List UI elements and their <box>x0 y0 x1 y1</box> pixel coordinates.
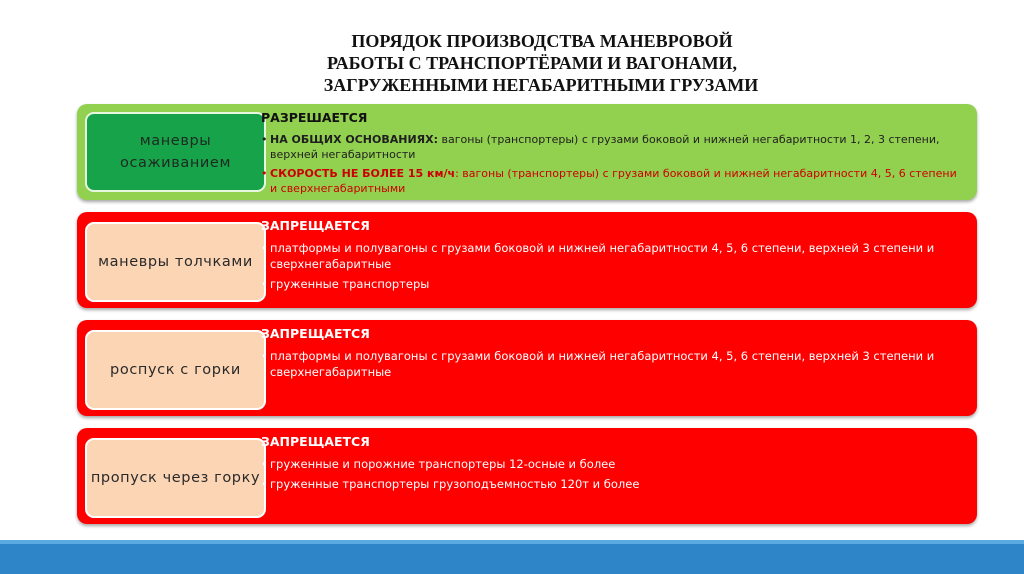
list-item <box>261 166 967 196</box>
list-item-body: : вагоны (транспортеры) с грузами боковой и нижней негабаритности 4, 5, 6 степени и сверхнегабаритными <box>270 167 957 195</box>
list-item-text <box>270 166 967 196</box>
bullet: • <box>261 457 268 471</box>
list-item-text: платформы и полувагоны с грузами боковой и нижней негабаритности 4, 5, 6 степени, верхней 3 степени и сверхнегабаритные <box>270 241 935 271</box>
card-hump-release <box>77 320 977 416</box>
card-heading: ЗАПРЕЩАЕТСЯ <box>261 326 370 341</box>
bullet: • <box>261 477 268 491</box>
list-item <box>261 476 967 492</box>
list-item-text <box>270 132 967 162</box>
card-label-box <box>85 222 266 302</box>
card-content <box>261 326 967 384</box>
bullet: • <box>261 167 268 180</box>
card-hump-passage <box>77 428 977 524</box>
list-item <box>261 456 967 472</box>
card-label: роспуск с горки <box>110 362 241 378</box>
list-item <box>261 276 967 292</box>
list-item-text: груженные и порожние транспортеры 12-осные и более <box>270 457 616 471</box>
list-item-text: платформы и полувагоны с грузами боковой и нижней негабаритности 4, 5, 6 степени, верхней 3 степени и сверхнегабаритные <box>270 349 935 379</box>
card-content <box>261 434 967 496</box>
list-item <box>261 132 967 162</box>
list-item-text: груженные транспортеры грузоподъемностью 120т и более <box>270 477 640 491</box>
title-line-1: ПОРЯДОК ПРОИЗВОДСТВА МАНЕВРОВОЙ <box>351 31 733 51</box>
list-item-lead: СКОРОСТЬ НЕ БОЛЕЕ 15 км/ч <box>270 167 456 180</box>
bullet: • <box>261 349 268 363</box>
card-label: маневры толчками <box>98 254 253 270</box>
card-shunting-pushback <box>77 104 977 200</box>
card-shunting-pushes <box>77 212 977 308</box>
list-item <box>261 348 967 380</box>
footer-stripe <box>0 540 1024 544</box>
list-item-text: груженные транспортеры <box>270 277 430 291</box>
card-heading: РАЗРЕШАЕТСЯ <box>261 110 368 125</box>
bullet: • <box>261 241 268 255</box>
card-content <box>261 110 967 200</box>
card-content <box>261 218 967 296</box>
list-item <box>261 240 967 272</box>
list-item-lead: НА ОБЩИХ ОСНОВАНИЯХ: <box>270 133 439 146</box>
card-label: пропуск через горку <box>90 470 261 486</box>
card-label-box <box>85 112 266 192</box>
card-label: маневры осаживанием <box>119 133 231 171</box>
list-item-body: вагоны (транспортеры) с грузами боковой и нижней негабаритности 1, 2, 3 степени, верхней негабаритности <box>270 133 940 161</box>
title-line-2: РАБОТЫ С ТРАНСПОРТЁРАМИ И ВАГОНАМИ, <box>326 53 738 73</box>
card-label-box <box>85 438 266 518</box>
card-label-box <box>85 330 266 410</box>
footer-bar <box>0 540 1024 574</box>
card-heading: ЗАПРЕЩАЕТСЯ <box>261 434 370 449</box>
title-line-3: ЗАГРУЖЕННЫМИ НЕГАБАРИТНЫМИ ГРУЗАМИ <box>323 75 759 95</box>
bullet: • <box>261 133 268 146</box>
card-heading: ЗАПРЕЩАЕТСЯ <box>261 218 370 233</box>
slide-title <box>0 30 1024 96</box>
bullet: • <box>261 277 268 291</box>
